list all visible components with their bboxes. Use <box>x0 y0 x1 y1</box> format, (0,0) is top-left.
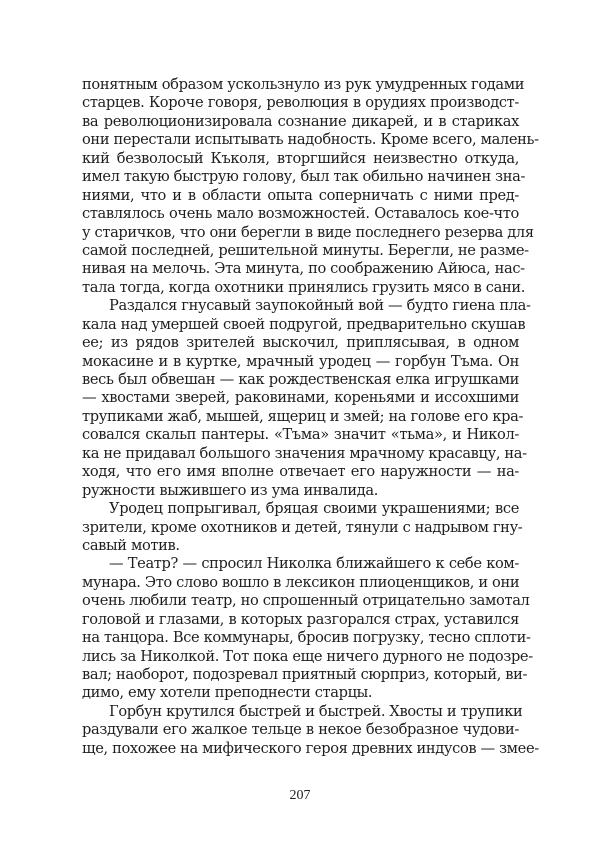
text-line: они перестали испытывать надобность. Кроме всего, малень- <box>82 131 539 149</box>
text-line: ставлялось очень мало возможностей. Оставалось кое-что <box>82 205 519 223</box>
text-line: ее; из рядов зрителей выскочил, приплясывая, в одном <box>82 334 519 352</box>
text-line: очень любили театр, но спрошенный отрицательно замотал <box>82 592 530 610</box>
text-line: вал; наоборот, подозревал приятный сюрприз, который, ви- <box>82 666 528 683</box>
text-line: на танцора. Все коммунары, бросив погрузку, тесно сплоти- <box>82 629 531 647</box>
paragraph <box>82 297 531 500</box>
paragraph <box>82 76 539 297</box>
text-line: ходя, что его имя вполне отвечает его наружности — на- <box>82 463 519 481</box>
text-line: весь был обвешан — как рождественская елка игрушками <box>82 371 519 388</box>
text-line: — Театр? — спросил Николка ближайшего к себе ком- <box>109 555 519 573</box>
text-line: совался скальп пантеры. «Тъма» значит «тьма», и Никол- <box>82 426 519 444</box>
text-line: зрители, кроме охотников и детей, тянули с надрывом гну- <box>82 518 523 536</box>
text-line: — хвостами зверей, раковинами, кореньями и иссохшими <box>82 389 519 407</box>
text-line: лись за Николкой. Тот пока еще ничего дурного не подозре- <box>82 647 533 665</box>
text-line: ка не придавал большого значения мрачному красавцу, на- <box>82 444 527 462</box>
paragraph <box>82 555 533 703</box>
text-line: головой и глазами, в которых разгорался страх, уставился <box>82 610 519 628</box>
paragraph <box>82 702 539 758</box>
text-line: старцев. Короче говоря, революция в орудиях производст- <box>82 94 519 112</box>
text-line: Горбун крутился быстрей и быстрей. Хвосты и трупики <box>109 702 523 720</box>
text-line: раздували его жалкое тельце в некое безобразное чудови- <box>82 721 519 739</box>
text-line: димо, ему хотели преподнести старцы. <box>82 684 373 702</box>
text-line: ниями, что и в области опыта соперничать с ними пред- <box>82 186 519 204</box>
text-line: имел такую быструю голову, был так обильно начинен зна- <box>82 168 526 186</box>
text-line: ва революционизировала сознание дикарей, и в стариках <box>82 112 519 130</box>
paragraph <box>82 500 523 555</box>
text-line: савый мотив. <box>82 536 180 554</box>
text-line: ще, похожее на мифического героя древних индусов — змее- <box>82 739 539 757</box>
text-line: Уродец попрыгивал, бряцая своими украшениями; все <box>109 500 519 518</box>
text-line: тала тогда, когда охотники принялись грузить мясо в сани. <box>82 278 525 296</box>
text-line: у старичков, что они берегли в виде последнего резерва для <box>82 223 534 241</box>
text-line: трупиками жаб, мышей, ящериц и змей; на голове его кра- <box>82 407 524 425</box>
text-line: ружности выжившего из ума инвалида. <box>82 481 379 499</box>
text-line: самой последней, решительной минуты. Берегли, не разме- <box>82 241 529 259</box>
text-line: нивая на мелочь. Эта минута, по соображению Айюса, нас- <box>82 260 525 278</box>
page-number: 207 <box>289 788 311 803</box>
text-line: Раздался гнусавый заупокойный вой — будто гиена пла- <box>109 297 531 315</box>
text-line: кала над умершей своей подругой, предварительно скушав <box>82 315 526 333</box>
text-line: мокасине и в куртке, мрачный уродец — горбун Тъма. Он <box>82 352 519 370</box>
text-line: понятным образом ускользнуло из рук умудренных годами <box>82 76 525 93</box>
page-body <box>82 76 539 758</box>
text-line: кий безволосый Къколя, вторгшийся неизвестно откуда, <box>82 149 519 167</box>
text-line: мунара. Это слово вошло в лексикон плиоценщиков, и они <box>82 573 520 591</box>
